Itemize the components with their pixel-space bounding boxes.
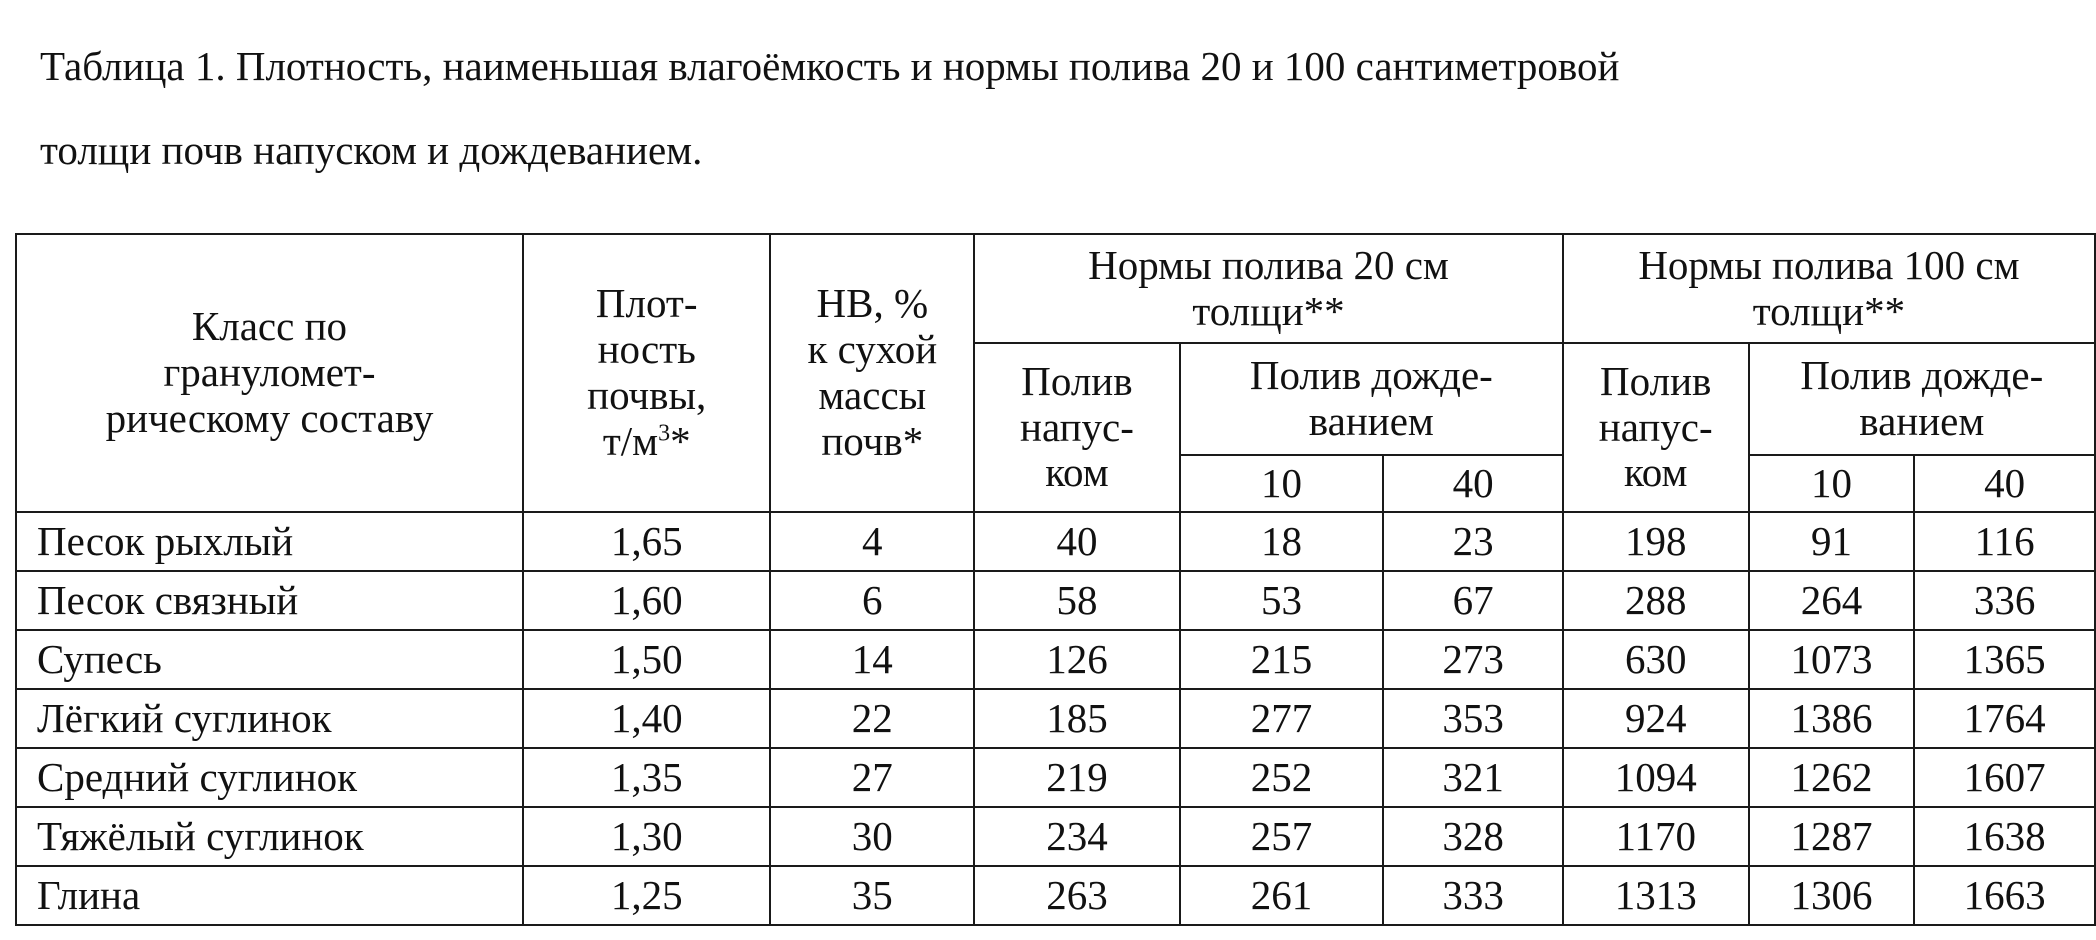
cell-sprinkle-100-40: 1663 (1914, 866, 2095, 925)
unit-superscript: 3 (658, 420, 671, 447)
cell-class: Супесь (16, 630, 523, 689)
header-flood-line: ком (1045, 449, 1109, 496)
table-body (16, 512, 2095, 925)
cell-density: 1,35 (523, 748, 771, 807)
header-rate-40: 40 (1914, 455, 2095, 512)
header-flood-line: Полив (1600, 357, 1712, 404)
header-rate-40: 40 (1383, 455, 1563, 512)
cell-density: 1,65 (523, 512, 771, 571)
header-sprinkle-line: Полив дожде- (1800, 352, 2044, 399)
header-rate-10: 10 (1180, 455, 1383, 512)
header-flood-line: ком (1623, 449, 1688, 496)
cell-density: 1,40 (523, 689, 771, 748)
soil-irrigation-table (15, 233, 2096, 926)
table-row (16, 807, 2095, 866)
cell-flood-100: 198 (1563, 512, 1749, 571)
cell-density: 1,50 (523, 630, 771, 689)
header-flood-20 (974, 343, 1180, 512)
cell-nv: 35 (770, 866, 974, 925)
cell-flood-100: 1094 (1563, 748, 1749, 807)
cell-sprinkle-20-40: 23 (1383, 512, 1563, 571)
header-flood-line: напус- (1020, 403, 1134, 450)
cell-class: Средний суглинок (16, 748, 523, 807)
cell-flood-100: 288 (1563, 571, 1749, 630)
header-flood-line: напус- (1598, 403, 1713, 450)
header-flood-line: Полив (1021, 357, 1133, 404)
header-norm-100-line: Нормы полива 100 см (1638, 241, 2020, 288)
table-row (16, 571, 2095, 630)
header-density-line: Плот- (595, 280, 698, 327)
cell-flood-20: 185 (974, 689, 1180, 748)
header-sprinkle-line: ванием (1308, 398, 1434, 444)
cell-nv: 14 (770, 630, 974, 689)
table-row (16, 630, 2095, 689)
header-norm-20-line: толщи** (1192, 287, 1345, 334)
table-caption (40, 24, 2060, 192)
header-sprinkle-line: Полив дожде- (1249, 352, 1493, 399)
cell-sprinkle-20-10: 261 (1180, 866, 1383, 925)
cell-sprinkle-100-40: 336 (1914, 571, 2095, 630)
cell-density: 1,60 (523, 571, 771, 630)
footnote-mark: * (670, 417, 691, 464)
header-rate-10: 10 (1749, 455, 1915, 512)
cell-flood-20: 263 (974, 866, 1180, 925)
header-sprinkle-line: ванием (1859, 398, 1985, 444)
cell-flood-100: 1170 (1563, 807, 1749, 866)
cell-sprinkle-100-40: 1764 (1914, 689, 2095, 748)
header-nv-line: НВ, % (816, 280, 929, 327)
table-row (16, 512, 2095, 571)
cell-sprinkle-100-10: 264 (1749, 571, 1915, 630)
cell-nv: 30 (770, 807, 974, 866)
header-norm-20-line: Нормы полива 20 см (1088, 241, 1449, 288)
header-class-line: Класс по (191, 303, 348, 350)
cell-sprinkle-20-10: 53 (1180, 571, 1383, 630)
cell-sprinkle-20-10: 252 (1180, 748, 1383, 807)
header-class-line: грануломет- (163, 349, 376, 396)
cell-flood-20: 219 (974, 748, 1180, 807)
cell-flood-20: 126 (974, 630, 1180, 689)
caption-line-2: толщи почв напуском и дождеванием. (40, 127, 703, 173)
header-density (523, 234, 771, 512)
cell-flood-20: 58 (974, 571, 1180, 630)
header-sprinkle-20 (1180, 343, 1563, 455)
soil-irrigation-table-wrapper (15, 233, 2096, 926)
cell-flood-20: 234 (974, 807, 1180, 866)
header-flood-100 (1563, 343, 1749, 512)
header-norm-100 (1563, 234, 2095, 343)
unit-text: т/м (602, 417, 659, 464)
cell-sprinkle-100-40: 1638 (1914, 807, 2095, 866)
header-nv (770, 234, 974, 512)
header-class-line: рическому составу (105, 394, 434, 441)
cell-sprinkle-100-40: 1365 (1914, 630, 2095, 689)
cell-class: Лёгкий суглинок (16, 689, 523, 748)
cell-sprinkle-20-10: 277 (1180, 689, 1383, 748)
cell-density: 1,25 (523, 866, 771, 925)
cell-sprinkle-100-40: 1607 (1914, 748, 2095, 807)
cell-sprinkle-100-10: 1262 (1749, 748, 1915, 807)
table-row (16, 866, 2095, 925)
cell-sprinkle-100-10: 1306 (1749, 866, 1915, 925)
cell-flood-100: 1313 (1563, 866, 1749, 925)
cell-nv: 22 (770, 689, 974, 748)
cell-sprinkle-20-40: 353 (1383, 689, 1563, 748)
header-sprinkle-100 (1749, 343, 2095, 455)
header-nv-line: почв* (821, 417, 924, 464)
table-row (16, 748, 2095, 807)
header-nv-line: массы (818, 372, 927, 418)
cell-sprinkle-100-10: 1073 (1749, 630, 1915, 689)
cell-sprinkle-20-40: 328 (1383, 807, 1563, 866)
cell-nv: 6 (770, 571, 974, 630)
cell-class: Глина (16, 866, 523, 925)
header-density-unit (524, 419, 770, 465)
table-header (16, 234, 2095, 512)
cell-class: Песок рыхлый (16, 512, 523, 571)
cell-sprinkle-20-40: 333 (1383, 866, 1563, 925)
cell-sprinkle-20-10: 18 (1180, 512, 1383, 571)
cell-sprinkle-100-10: 1386 (1749, 689, 1915, 748)
cell-flood-100: 924 (1563, 689, 1749, 748)
cell-sprinkle-100-10: 91 (1749, 512, 1915, 571)
cell-sprinkle-20-40: 273 (1383, 630, 1563, 689)
cell-sprinkle-20-10: 215 (1180, 630, 1383, 689)
cell-sprinkle-100-40: 116 (1914, 512, 2095, 571)
cell-sprinkle-20-40: 67 (1383, 571, 1563, 630)
header-norm-100-line: толщи** (1752, 287, 1906, 334)
cell-sprinkle-100-10: 1287 (1749, 807, 1915, 866)
cell-flood-20: 40 (974, 512, 1180, 571)
cell-nv: 4 (770, 512, 974, 571)
cell-flood-100: 630 (1563, 630, 1749, 689)
caption-line-1: Таблица 1. Плотность, наименьшая влагоёмкость и нормы полива 20 и 100 сантиметровой (40, 43, 1620, 89)
cell-nv: 27 (770, 748, 974, 807)
cell-class: Тяжёлый суглинок (16, 807, 523, 866)
table-row (16, 689, 2095, 748)
header-norm-20 (974, 234, 1563, 343)
cell-sprinkle-20-10: 257 (1180, 807, 1383, 866)
header-density-line: ность (597, 326, 696, 373)
header-class (16, 234, 523, 512)
header-nv-line: к сухой (807, 326, 938, 373)
cell-sprinkle-20-40: 321 (1383, 748, 1563, 807)
cell-density: 1,30 (523, 807, 771, 866)
cell-class: Песок связный (16, 571, 523, 630)
header-density-line: почвы, (587, 372, 707, 418)
